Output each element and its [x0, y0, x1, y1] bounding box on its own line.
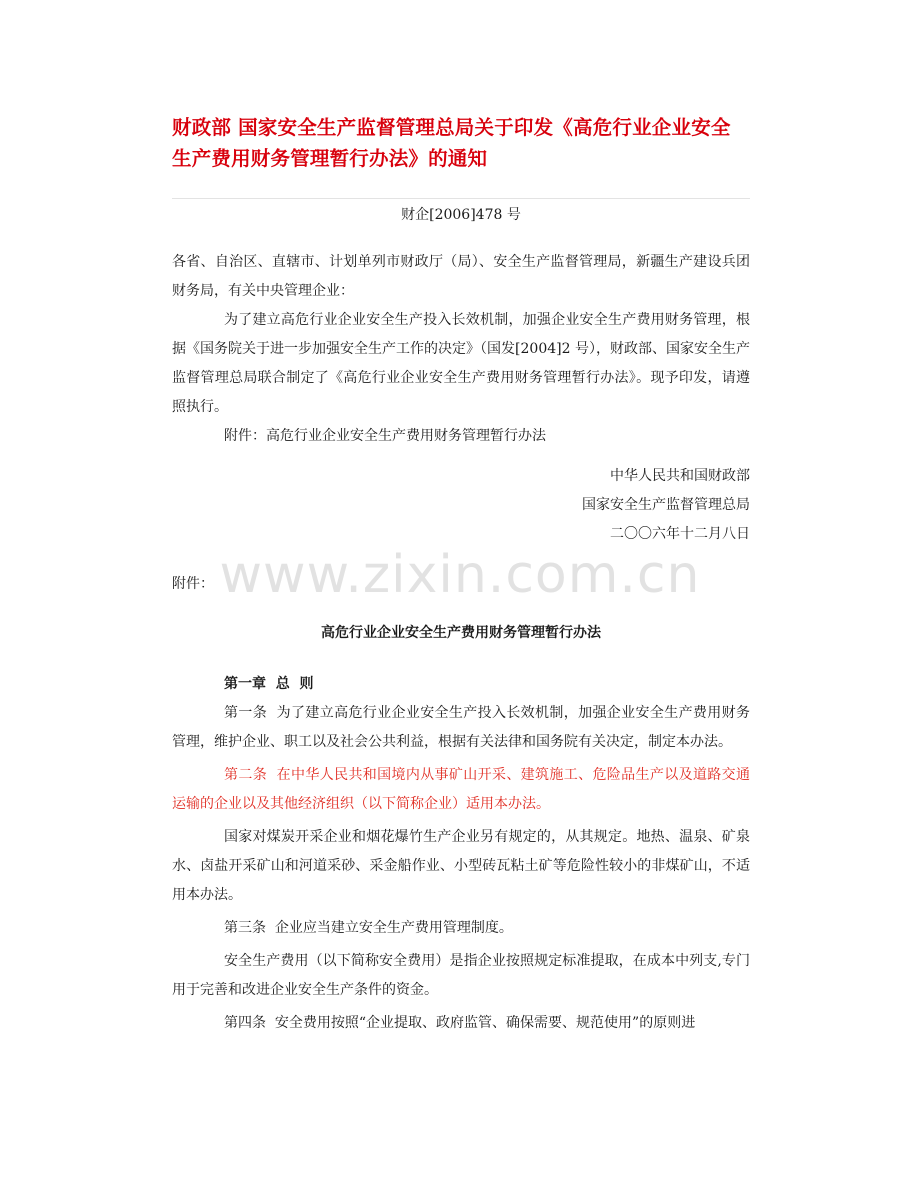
- document-number: 财企[2006]478 号: [401, 207, 521, 223]
- article-4: 第四条 安全费用按照“企业提取、政府监管、确保需要、规范使用”的原则进: [224, 1015, 696, 1031]
- watermark: www.zixin.com.cn: [219, 545, 701, 605]
- title-divider: [172, 198, 750, 199]
- article-3-paragraph-2: 安全生产费用（以下简称安全费用）是指企业按照规定标准提取，在成本中列支,专门用于完善和改进企业安全生产条件的资金。: [172, 953, 750, 998]
- attachment-title: 高危行业企业安全生产费用财务管理暂行办法: [321, 625, 601, 641]
- article-2-paragraph-2: 国家对煤炭开采企业和烟花爆竹生产企业另有规定的，从其规定。地热、温泉、矿泉水、卤盐开采矿山和河道采砂、采金船作业、小型砖瓦粘土矿等危险性较小的非煤矿山，不适用本办法。: [172, 829, 750, 903]
- addressees: 各省、自治区、直辖市、计划单列市财政厅（局）、安全生产监督管理局，新疆生产建设兵团财务局，有关中央管理企业：: [172, 254, 750, 299]
- attachment-label: 附件：: [172, 576, 214, 592]
- article-1: 第一条 为了建立高危行业企业安全生产投入长效机制，加强企业安全生产费用财务管理，维护企业、职工以及社会公共利益，根据有关法律和国务院有关决定，制定本办法。: [172, 705, 750, 750]
- body-paragraph-1: 为了建立高危行业企业安全生产投入长效机制，加强企业安全生产费用财务管理，根据《国务院关于进一步加强安全生产工作的决定》（国发[2004]2 号），财政部、国家安全生产监督管理总局联合制定了《高危行业企业安全生产费用财务管理暂行办法》。现予印发，请遵照执行。: [172, 312, 750, 415]
- signature-date: 二〇〇六年十二月八日: [610, 526, 750, 542]
- document-title: 财政部 国家安全生产监督管理总局关于印发《高危行业企业安全生产费用财务管理暂行办法》的通知: [172, 116, 731, 170]
- article-2: 第二条 在中华人民共和国境内从事矿山开采、建筑施工、危险品生产以及道路交通运输的企业以及其他经济组织（以下简称企业）适用本办法。: [172, 767, 750, 812]
- article-3: 第三条 企业应当建立安全生产费用管理制度。: [224, 920, 513, 936]
- signature-org-2: 国家安全生产监督管理总局: [582, 497, 750, 513]
- signature-block: [172, 462, 750, 549]
- attachment-note: 附件：高危行业企业安全生产费用财务管理暂行办法: [224, 428, 546, 444]
- signature-org-1: 中华人民共和国财政部: [610, 468, 750, 484]
- document-page: [172, 112, 750, 1038]
- chapter-1-heading: 第一章 总 则: [224, 676, 314, 692]
